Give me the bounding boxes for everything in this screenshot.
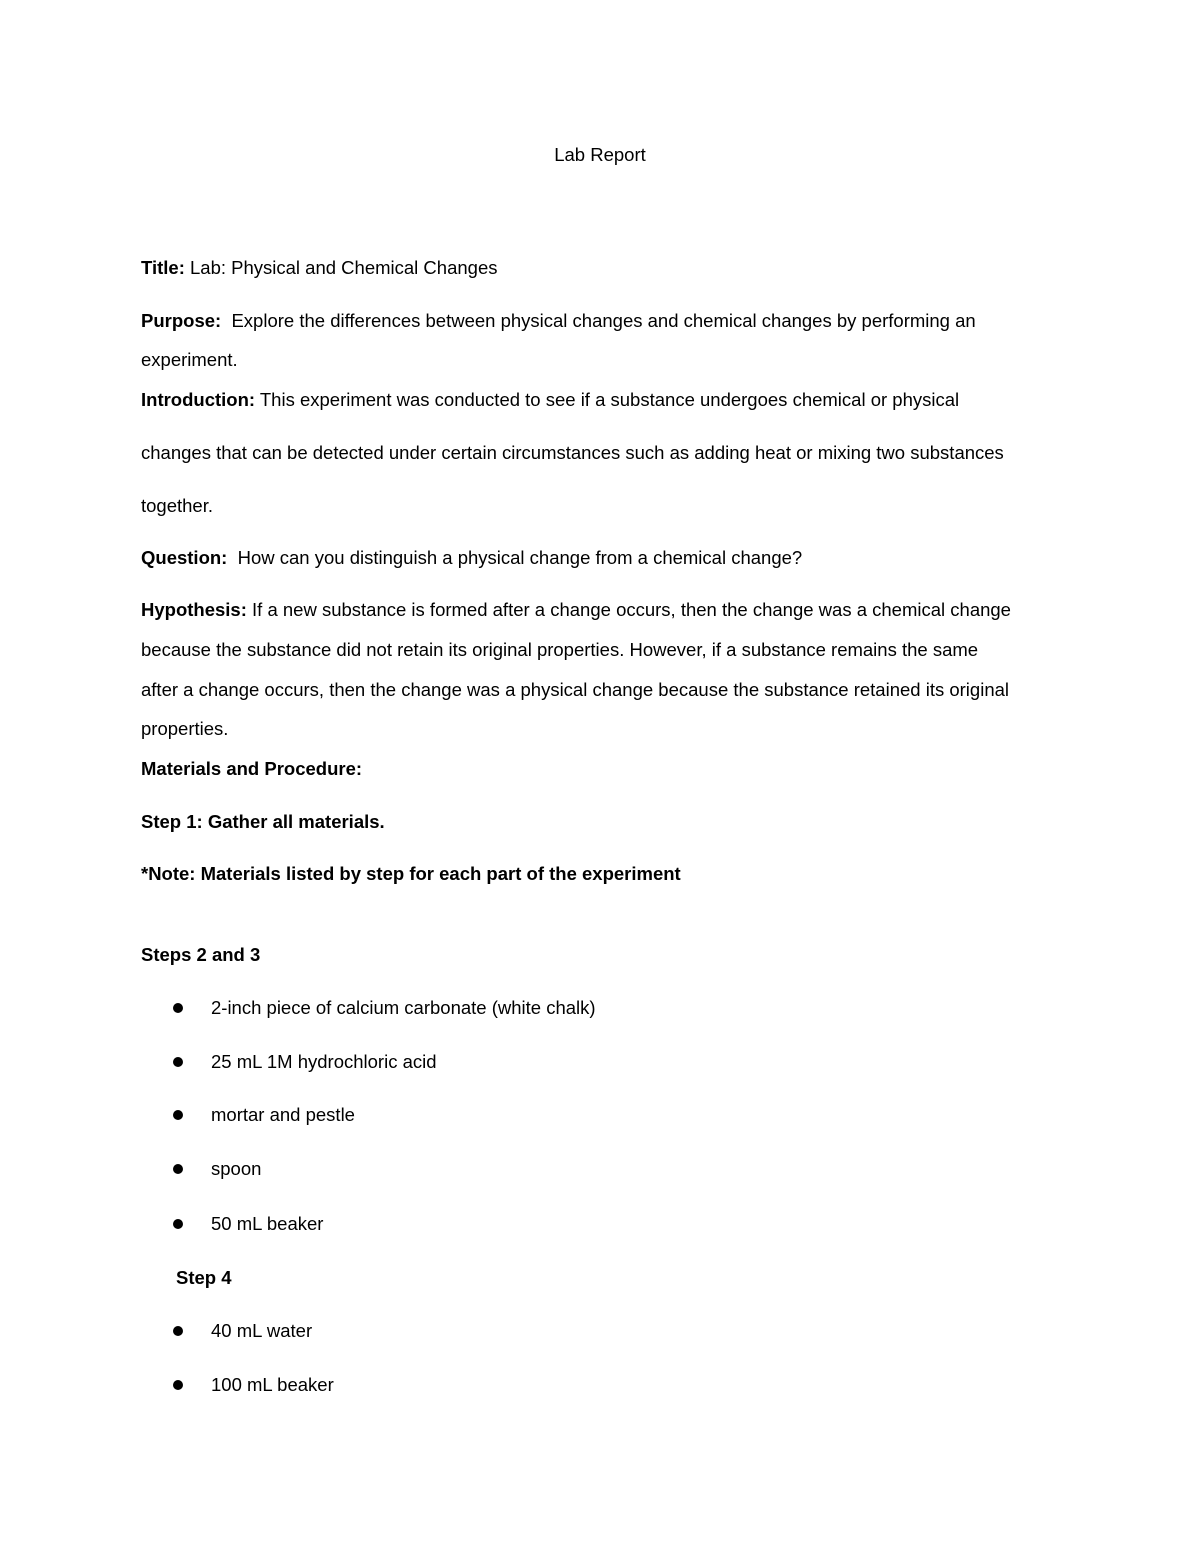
- list-item: 100 mL beaker: [211, 1374, 334, 1395]
- bullet-icon: [173, 1326, 183, 1336]
- materials-heading: [141, 757, 362, 781]
- introduction-line-2: changes that can be detected under certain circumstances such as adding heat or mixing two substances: [141, 442, 1004, 463]
- list-item: spoon: [211, 1158, 262, 1179]
- bullet-icon: [173, 1219, 183, 1229]
- step4-heading: [176, 1266, 232, 1290]
- hypothesis-line-4: properties.: [141, 718, 229, 739]
- list-item: 2-inch piece of calcium carbonate (white chalk): [211, 997, 596, 1018]
- purpose-text-1: Explore the differences between physical changes and chemical changes by performing an: [221, 310, 976, 331]
- list-item: 25 mL 1M hydrochloric acid: [211, 1051, 437, 1072]
- step1-text: Step 1: Gather all materials.: [141, 811, 385, 832]
- list-item: mortar and pestle: [211, 1104, 355, 1125]
- hypothesis-line-2: because the substance did not retain its original properties. However, if a substance remains the same: [141, 639, 979, 660]
- bullet-icon: [173, 1057, 183, 1067]
- steps-2-3-heading: [141, 943, 260, 967]
- bullet-icon: [173, 1380, 183, 1390]
- introduction-text-1: This experiment was conducted to see if a substance undergoes chemical or physical: [255, 389, 960, 410]
- hypothesis-text-1: If a new substance is formed after a change occurs, then the change was a chemical change: [246, 599, 1011, 620]
- question-text: How can you distinguish a physical change from a chemical change?: [227, 547, 803, 568]
- introduction-line-1: [141, 388, 959, 412]
- purpose-line-1: [141, 309, 976, 333]
- introduction-label: Introduction:: [141, 389, 256, 410]
- bullet-icon: [173, 1003, 183, 1013]
- bullet-icon: [173, 1110, 183, 1120]
- title-line: [141, 256, 497, 280]
- page-heading: Lab Report: [554, 144, 646, 165]
- step1-line: [141, 810, 385, 834]
- list-item: 50 mL beaker: [211, 1213, 324, 1234]
- purpose-label: Purpose:: [141, 310, 222, 331]
- hypothesis-line-3: after a change occurs, then the change was a physical change because the substance retained its original: [141, 679, 1010, 700]
- materials-heading-text: Materials and Procedure:: [141, 758, 363, 779]
- bullet-icon: [173, 1164, 183, 1174]
- title-text: Lab: Physical and Chemical Changes: [184, 257, 498, 278]
- note-line: [141, 862, 681, 886]
- purpose-line-2: experiment.: [141, 349, 238, 370]
- hypothesis-line-1: [141, 598, 1011, 622]
- question-line: [141, 546, 802, 570]
- introduction-line-3: together.: [141, 495, 214, 516]
- step4-heading-text: Step 4: [176, 1267, 232, 1288]
- question-label: Question:: [141, 547, 228, 568]
- steps-2-3-heading-text: Steps 2 and 3: [141, 944, 261, 965]
- list-item: 40 mL water: [211, 1320, 313, 1341]
- title-label: Title:: [141, 257, 185, 278]
- hypothesis-label: Hypothesis:: [141, 599, 247, 620]
- note-text: *Note: Materials listed by step for each part of the experiment: [141, 863, 681, 884]
